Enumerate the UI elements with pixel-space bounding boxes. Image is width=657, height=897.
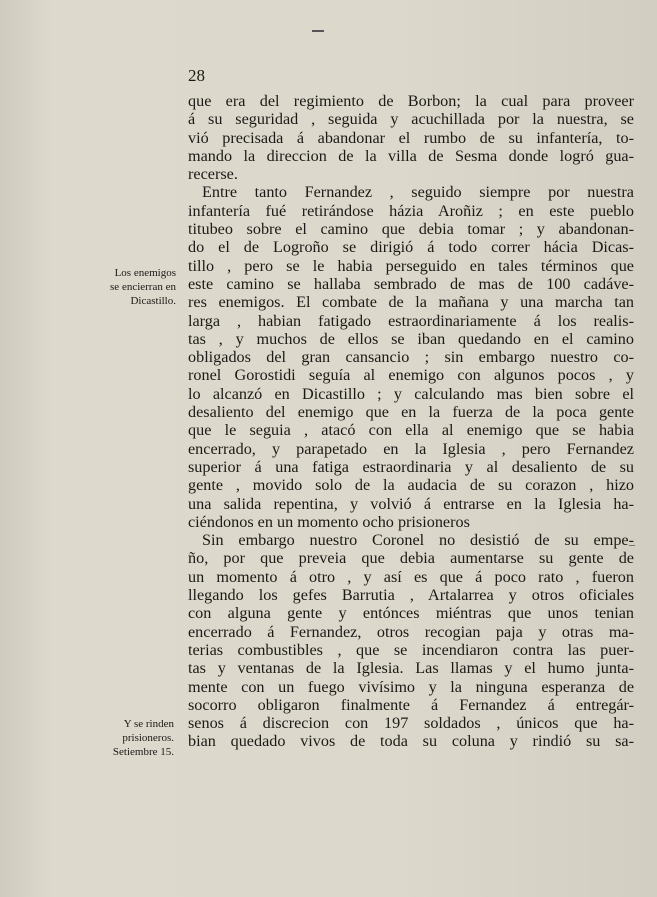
- margin-note-surrender: [78, 717, 174, 759]
- text-line: ciéndonos en un momento ocho prisioneros: [188, 512, 470, 531]
- text-line: un momento á otro , y así es que á poco rato , fueron: [188, 567, 634, 586]
- margin-note-line: se encierran en: [110, 281, 176, 293]
- text-line: senos á discrecion con 197 soldados , únicos que ha-: [188, 714, 634, 733]
- margin-note-line: prisioneros.: [122, 732, 174, 744]
- text-line: gente , movido solo de la audacia de su corazon , hizo: [188, 476, 634, 495]
- printer-mark: [312, 30, 324, 32]
- text-line: vió precisada á abandonar el rumbo de su infantería, to-: [188, 128, 634, 147]
- text-line: titubeo sobre el camino que debia tomar ; y abandonan-: [188, 220, 634, 239]
- body-text: [188, 92, 634, 751]
- text-line: Entre tanto Fernandez , seguido siempre por nuestra: [202, 183, 634, 202]
- text-line: que le seguia , atacó con ella al enemigo que se habia: [188, 421, 634, 440]
- margin-note-line: Dicastillo.: [130, 295, 176, 307]
- text-line: encerrado, y parapetado en la Iglesia , pero Fernandez: [188, 439, 634, 458]
- text-line: recerse.: [188, 165, 238, 184]
- text-line: res enemigos. El combate de la mañana y una marcha tan: [188, 293, 634, 312]
- text-line: infantería fué retirándose házia Aroñiz ; en este pueblo: [188, 201, 634, 220]
- text-line: superior á una fatiga estraordinaria y al desaliento de su: [188, 457, 634, 476]
- text-line: lo alcanzó en Dicastillo ; y calculando mas bien sobre el: [188, 384, 634, 403]
- text-line: ño, por que preveia que debia aumentarse su gente de: [188, 549, 634, 568]
- text-line: do el de Logroño se dirigió á todo correr hácia Dicas-: [188, 238, 634, 257]
- text-line: mente con un fuego vivísimo y la ninguna esperanza de: [188, 677, 634, 696]
- text-line: obligados del gran cansancio ; sin embargo nuestro co-: [188, 348, 634, 367]
- text-line: socorro obligaron finalmente á Fernandez á entregár-: [188, 695, 634, 714]
- text-line: ronel Gorostidi seguía al enemigo con algunos pocos , y: [188, 366, 634, 385]
- text-line: Sin embargo nuestro Coronel no desistió de su empe-: [202, 531, 634, 550]
- margin-note-line: Y se rinden: [123, 718, 174, 730]
- margin-note-line: Setiembre 15.: [112, 746, 174, 758]
- text-line: mando la direccion de la villa de Sesma donde logró gua-: [188, 146, 634, 165]
- margin-note-line: Los enemigos: [114, 267, 176, 279]
- text-line: bian quedado vivos de toda su coluna y rindió su sa-: [188, 732, 634, 751]
- text-line: tas , y muchos de ellos se iban quedando en el camino: [188, 329, 634, 348]
- text-line: á su seguridad , seguida y acuchillada por la nuestra, se: [188, 110, 634, 129]
- text-line: este camino se hallaba sembrado de mas de 100 cadáve-: [188, 274, 634, 293]
- text-line: encerrado á Fernandez, otros recogian paja y otras ma-: [188, 622, 634, 641]
- text-line: desaliento del enemigo que en la fuerza de la poca gente: [188, 403, 634, 422]
- text-line: terias combustibles , que se incendiaron contra las puer-: [188, 640, 634, 659]
- margin-note-enemies-enclosed: [80, 266, 176, 308]
- text-line: con alguna gente y entónces miéntras que unos tenian: [188, 604, 634, 623]
- text-line: larga , habian fatigado estraordinariamente á los realis-: [188, 311, 634, 330]
- text-line: llegando los gefes Barrutia , Artalarrea y otros oficiales: [188, 586, 634, 605]
- text-line: que era del regimiento de Borbon; la cual para proveer: [188, 92, 634, 110]
- page-number: 28: [188, 66, 205, 85]
- text-line: una salida repentina, y volvió á entrarse en la Iglesia ha-: [188, 494, 634, 513]
- text-line: tillo , pero se le habia perseguido en tales términos que: [188, 256, 634, 275]
- text-line: tas y ventanas de la Iglesia. Las llamas y el humo junta-: [188, 659, 634, 678]
